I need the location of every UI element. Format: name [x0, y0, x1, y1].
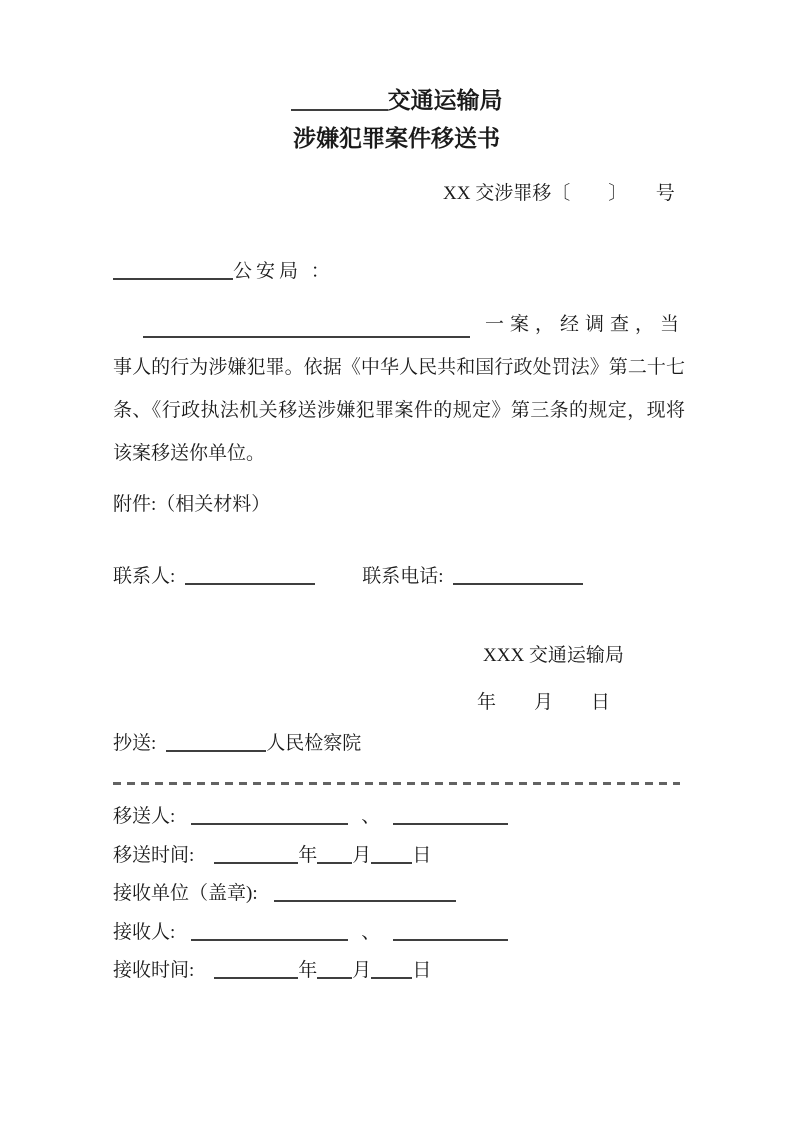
receive-unit-row: [113, 878, 456, 905]
receive-year-blank[interactable]: [214, 958, 298, 979]
cc-line: [113, 728, 361, 755]
contact-phone-label: 联系电话:: [362, 566, 444, 587]
paragraph-line-1: [113, 303, 685, 346]
org-title-line: [0, 82, 793, 115]
transfer-month-label: 月: [352, 845, 372, 866]
paragraph-line-4: 该案移送你单位。: [113, 443, 266, 464]
receive-year-label: 年: [298, 960, 318, 981]
transfer-day-blank[interactable]: [371, 843, 412, 864]
receive-unit-blank[interactable]: [274, 881, 456, 902]
transfer-person-separator: 、: [361, 806, 381, 827]
main-paragraph: [113, 303, 685, 475]
cc-blank[interactable]: [166, 731, 266, 752]
cc-label: 抄送:: [113, 733, 157, 754]
salutation-line: [113, 256, 334, 283]
attachment-line: 附件:（相关材料）: [113, 494, 271, 515]
transfer-day-label: 日: [412, 845, 432, 866]
document-title: 涉嫌犯罪案件移送书: [293, 126, 500, 151]
receive-person-separator: 、: [361, 922, 381, 943]
case-name-blank[interactable]: [143, 317, 470, 338]
cc-suffix: 人民检察院: [266, 733, 362, 754]
org-name-blank[interactable]: [291, 86, 388, 111]
transfer-year-label: 年: [298, 845, 318, 866]
receive-month-blank[interactable]: [317, 958, 352, 979]
receive-person-blank-2[interactable]: [393, 920, 508, 941]
dashed-divider: [113, 782, 680, 785]
police-bureau-blank[interactable]: [113, 259, 233, 280]
paragraph-line-3: 条、《行政执法机关移送涉嫌犯罪案件的规定》第三条的规定，现将: [113, 400, 685, 421]
signature-org: XXX 交通运输局: [483, 645, 624, 666]
transfer-time-label: 移送时间:: [113, 845, 195, 866]
receive-time-row: [113, 955, 431, 982]
transfer-person-blank-1[interactable]: [191, 804, 348, 825]
salutation-suffix: 公安局 ：: [233, 261, 334, 282]
transfer-person-row: [113, 801, 508, 828]
receive-day-label: 日: [412, 960, 432, 981]
doc-number: XX 交涉罪移〔 〕 号: [443, 183, 675, 204]
receive-person-label: 接收人:: [113, 922, 176, 943]
signature-date-line: 年 月 日: [477, 692, 611, 713]
transfer-month-blank[interactable]: [317, 843, 352, 864]
transfer-person-blank-2[interactable]: [393, 804, 508, 825]
receive-month-label: 月: [352, 960, 372, 981]
receive-person-blank-1[interactable]: [191, 920, 348, 941]
paragraph-line-2: 事人的行为涉嫌犯罪。依据《中华人民共和国行政处罚法》第二十七: [113, 357, 685, 378]
transfer-time-row: [113, 840, 431, 867]
transfer-year-blank[interactable]: [214, 843, 298, 864]
contact-person-blank[interactable]: [185, 564, 315, 585]
transfer-person-label: 移送人:: [113, 806, 176, 827]
receive-person-row: [113, 917, 508, 944]
contact-person-label: 联系人:: [113, 566, 176, 587]
paragraph-line-1-text: 一案，经调查，当: [484, 314, 685, 335]
receive-unit-label: 接收单位（盖章):: [113, 883, 258, 904]
contacts-line: [113, 561, 583, 588]
receive-time-label: 接收时间:: [113, 960, 195, 981]
org-title-suffix: 交通运输局: [387, 88, 503, 113]
receive-day-blank[interactable]: [371, 958, 412, 979]
contact-phone-blank[interactable]: [453, 564, 583, 585]
